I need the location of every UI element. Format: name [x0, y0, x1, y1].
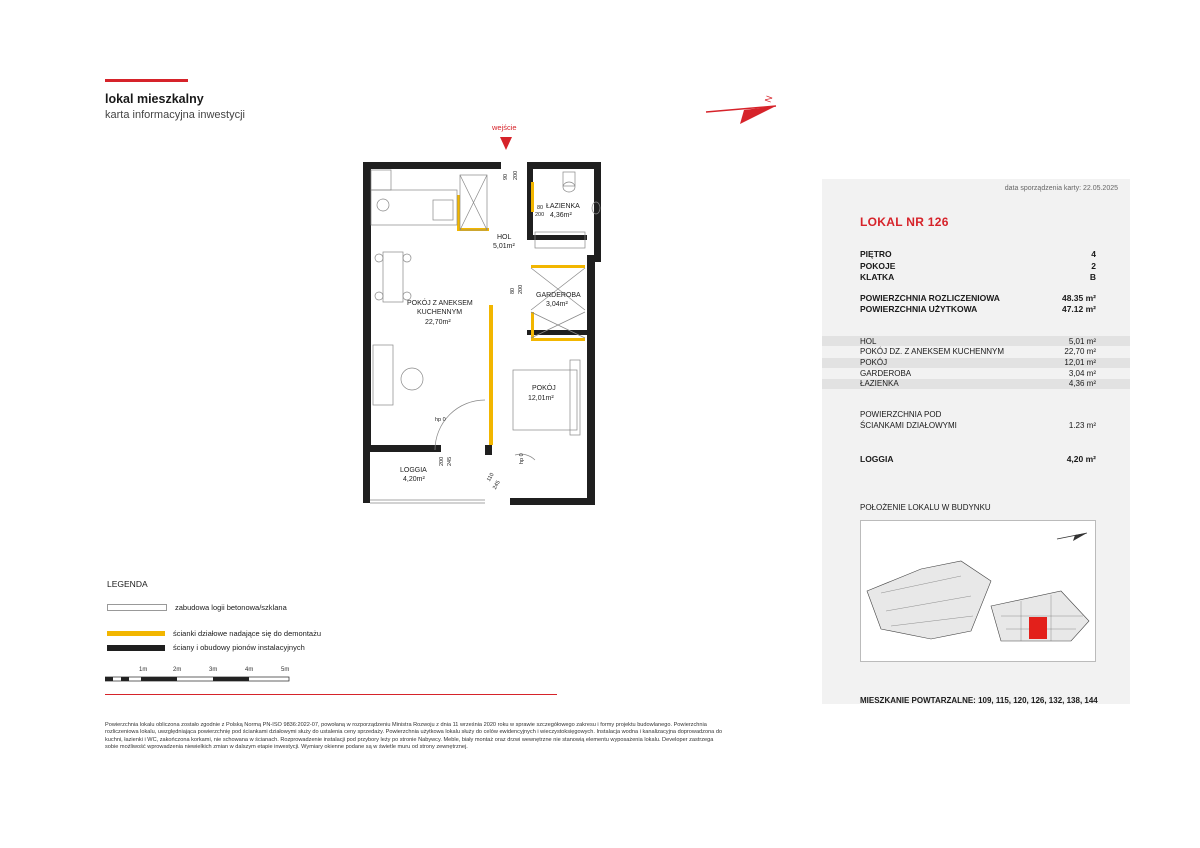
- north-arrow-icon: [700, 88, 790, 128]
- scale-1m: 1m: [139, 667, 148, 673]
- area-hol: 5,01m²: [493, 243, 515, 250]
- dim-hp2: hp 0: [519, 453, 525, 464]
- unit-number: LOKAL NR 126: [860, 215, 949, 229]
- room-row: GARDEROBA 3,04 m²: [860, 369, 1096, 378]
- row-loggia: LOGGIA 4,20 m²: [860, 454, 1096, 464]
- scianki-label-1: POWIERZCHNIA POD: [860, 410, 942, 419]
- dim-90: 90: [503, 173, 509, 180]
- mini-north-icon: [1057, 533, 1087, 541]
- room-row: POKÓJ DZ. Z ANEKSEM KUCHENNYM 22,70 m²: [860, 347, 1096, 356]
- area-garderoba: 3,04m²: [546, 301, 568, 308]
- footnote: Powierzchnia lokalu obliczona zostało zgodnie z Polską Normą PN-ISO 9836:2022-07, powołaną w rozporządzeniu Ministra Rozwoju z dnia 11 września 2020 roku w sprawie szczegółowego zakresu i formy projektu budowlanego. Powierzchnia rozliczeniowa lokalu, uwzględniająca powierzchnię pod ściankami działowymi służy do ustalenia ceny sprzedaży. Powierzchnia użytkowa lokalu służy do celów ewidencyjnych i wieczystoksięgowych. Instalacja wodna i kanalizacyjna doprowadzona do kuchni, łazienki i WC, zakończona korkami, nie schowana w ścianach. Rozprowadzenie instalacji pod przybory leży po stronie Nabywcy. Meble, biały montaż oraz drzwi wewnętrzne nie stanowią elementu wyposażenia lokalu. Developer zastrzega sobie możliwość wprowadzenia niewielkich zmian w dalszym etapie inwestycji. Wymiary okienne podane są w świetle muru od strony zewnętrznej.: [105, 722, 723, 750]
- dim-hp: hp 0: [435, 417, 446, 423]
- info-panel: [822, 179, 1130, 704]
- document-subtitle: karta informacyjna inwestycji: [105, 109, 245, 121]
- room-row: POKÓJ 12,01 m²: [860, 358, 1096, 367]
- scale-4m: 4m: [245, 667, 254, 673]
- label-garderoba: GARDEROBA: [536, 292, 581, 299]
- scale-bar: [105, 664, 290, 686]
- partitions: [457, 182, 585, 445]
- label-hol: HOL: [497, 234, 512, 241]
- footer-separator: [105, 694, 557, 695]
- header-accent-bar: [105, 79, 188, 82]
- dim-245b: 245: [492, 479, 502, 491]
- row-klatka: KLATKA B: [860, 272, 1096, 282]
- legend-item-walls: ściany i obudowy pionów instalacyjnych: [107, 643, 305, 652]
- row-pow-uz: POWIERZCHNIA UŻYTKOWA 47.12 m²: [860, 304, 1096, 314]
- swatch-walls: [107, 645, 165, 651]
- building-location-map: [860, 520, 1096, 662]
- dim-200a: 200: [513, 170, 519, 180]
- entrance-label: wejście: [492, 123, 517, 132]
- scale-5m: 5m: [281, 667, 290, 673]
- label-pokoj-aneks-1: POKÓJ Z ANEKSEM: [407, 300, 473, 307]
- dim-245: 245: [447, 456, 453, 466]
- document-title: lokal mieszkalny: [105, 92, 204, 106]
- unit-highlight: [1029, 617, 1047, 639]
- scale-3m: 3m: [209, 667, 218, 673]
- legend-item-partitions: ścianki działowe nadające się do demontażu: [107, 629, 321, 638]
- row-scianki: ŚCIANKAMI DZIAŁOWYMI 1.23 m²: [860, 421, 1096, 430]
- floor-plan: [355, 120, 615, 520]
- label-pokoj-aneks-2: KUCHENNYM: [417, 309, 463, 316]
- creation-date: data sporządzenia karty: 22.05.2025: [1004, 185, 1118, 192]
- row-pietro: PIĘTRO 4: [860, 249, 1096, 259]
- label-loggia: LOGGIA: [400, 467, 427, 474]
- scale-2m: 2m: [173, 667, 182, 673]
- north-label: N: [762, 94, 775, 104]
- repeat-units: MIESZKANIE POWTARZALNE: 109, 115, 120, 126, 132, 138, 144: [860, 696, 1098, 705]
- swatch-partitions: [107, 631, 165, 636]
- label-pokoj: POKÓJ: [532, 385, 556, 392]
- area-loggia: 4,20m²: [403, 476, 425, 483]
- row-pokoje: POKOJE 2: [860, 261, 1096, 271]
- legend-title: LEGENDA: [107, 579, 148, 589]
- location-heading: POŁOŻENIE LOKALU W BUDYNKU: [860, 503, 991, 512]
- label-lazienka: ŁAZIENKA: [546, 203, 580, 210]
- dim-80: 80: [537, 205, 544, 211]
- dim-200d: 200: [439, 456, 445, 466]
- legend-item-loggia: zabudowa logii betonowa/szklana: [107, 603, 287, 612]
- area-lazienka: 4,36m²: [550, 212, 572, 219]
- dim-80b: 80: [510, 287, 516, 294]
- room-row: HOL 5,01 m²: [860, 337, 1096, 346]
- area-pokoj-aneks: 22,70m²: [425, 319, 451, 326]
- row-pow-rozl: POWIERZCHNIA ROZLICZENIOWA 48.35 m²: [860, 293, 1096, 303]
- dim-200c: 200: [518, 284, 524, 294]
- room-row: ŁAZIENKA 4,36 m²: [860, 379, 1096, 388]
- dim-200b: 200: [535, 212, 545, 218]
- area-pokoj: 12,01m²: [528, 395, 554, 402]
- swatch-loggia: [107, 604, 167, 611]
- dim-110: 110: [486, 472, 496, 483]
- entrance-arrow-icon: [500, 137, 512, 150]
